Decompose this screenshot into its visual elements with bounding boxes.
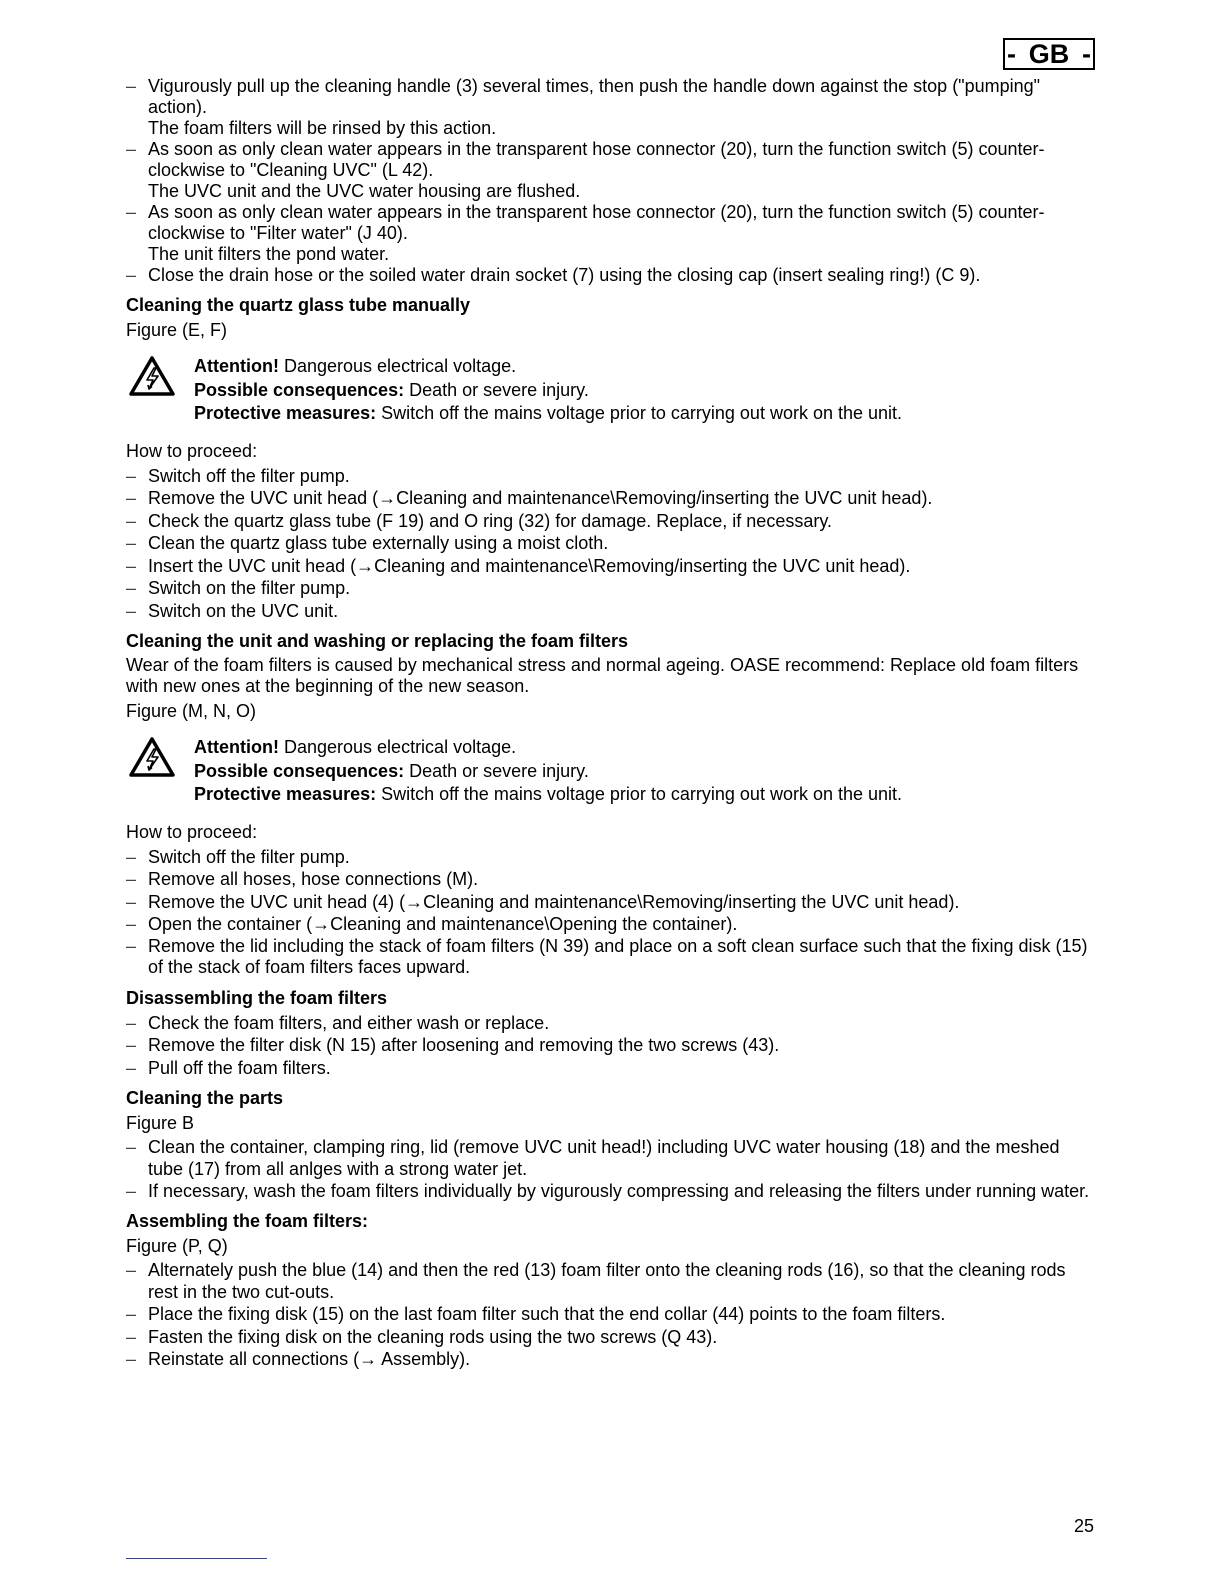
figure-reference: Figure (E, F) xyxy=(126,320,228,340)
list-item: – Clean the container, clamping ring, lid (remove UVC unit head!) including UVC water housing (18) and the meshed tube (17) from all anlges with a strong water jet. xyxy=(126,1136,1094,1180)
warning-measures-label: Protective measures: xyxy=(194,403,377,423)
list-item: – Remove the lid including the stack of foam filters (N 39) and place on a soft clean surface such that the fixing disk (15) of the stack of foam filters faces upward. xyxy=(126,936,1094,979)
warning-attention-text: Dangerous electrical voltage. xyxy=(278,737,517,757)
section-heading-foam: Cleaning the unit and washing or replacing the foam filters xyxy=(126,631,629,651)
warning-box xyxy=(128,736,1094,807)
figure-reference: Figure B xyxy=(126,1113,195,1133)
electrical-hazard-icon xyxy=(128,355,176,397)
list-item xyxy=(126,139,1094,202)
figure-reference: Figure (M, N, O) xyxy=(126,701,257,721)
list-item xyxy=(126,202,1094,265)
list-item: – Check the quartz glass tube (F 19) and O ring (32) for damage. Replace, if necessary. xyxy=(126,510,1094,533)
list-item: – Check the foam filters, and either wash or replace. xyxy=(126,1012,1094,1035)
section-heading-disassembling: Disassembling the foam filters xyxy=(126,987,388,1008)
step-text: As soon as only clean water appears in the transparent hose connector (20), turn the function switch (5) counter-clockwise to "Filter water" (J 40). xyxy=(148,202,1045,243)
warning-consequences-label: Possible consequences: xyxy=(194,760,405,781)
assembling-steps-list xyxy=(126,1260,1094,1371)
warning-attention-label: Attention! xyxy=(194,737,279,757)
list-item: – Insert the UVC unit head (→Cleaning and maintenance\Removing/inserting the UVC unit head). xyxy=(126,555,1094,578)
warning-consequences-text: Death or severe injury. xyxy=(404,760,589,781)
list-item: – Fasten the fixing disk on the cleaning rods using the two screws (Q 43). xyxy=(126,1326,1094,1349)
list-item: – Clean the quartz glass tube externally using a moist cloth. xyxy=(126,532,1094,555)
page-number: 25 xyxy=(1074,1516,1095,1536)
page-content xyxy=(126,76,1094,1371)
list-item: – Pull off the foam filters. xyxy=(126,1057,1094,1080)
warning-consequences-text: Death or severe injury. xyxy=(404,379,589,400)
list-item: – Reinstate all connections (→ Assembly). xyxy=(126,1348,1094,1371)
foam-steps-list xyxy=(126,846,1094,979)
language-tag-right-dash: - xyxy=(1082,39,1091,69)
list-item: – Place the fixing disk (15) on the last foam filter such that the end collar (44) points to the foam filters. xyxy=(126,1303,1094,1326)
electrical-hazard-icon xyxy=(128,736,176,778)
cleaning-parts-steps-list xyxy=(126,1136,1094,1202)
list-item: – Remove the UVC unit head (4) (→Cleaning and maintenance\Removing/inserting the UVC unit head). xyxy=(126,891,1094,914)
list-item xyxy=(126,76,1094,139)
figure-reference: Figure (P, Q) xyxy=(126,1236,228,1256)
step-text: Vigurously pull up the cleaning handle (3) several times, then push the handle down against the stop ("pumping" action). xyxy=(148,76,1041,117)
warning-consequences-label: Possible consequences: xyxy=(194,379,405,400)
warning-attention-label: Attention! xyxy=(194,356,279,376)
list-item: – Switch off the filter pump. xyxy=(126,465,1094,488)
flush-steps-list xyxy=(126,76,1094,286)
list-item xyxy=(126,265,1094,286)
warning-measures-text: Switch off the mains voltage prior to carrying out work on the unit. xyxy=(376,784,903,804)
warning-measures-label: Protective measures: xyxy=(194,784,377,804)
how-to-proceed: How to proceed: xyxy=(126,440,258,461)
warning-attention-text: Dangerous electrical voltage. xyxy=(278,356,517,376)
warning-measures-text: Switch off the mains voltage prior to carrying out work on the unit. xyxy=(376,403,903,423)
list-item: – Switch on the UVC unit. xyxy=(126,600,1094,623)
disassembling-steps-list xyxy=(126,1012,1094,1080)
list-item: – Remove the filter disk (N 15) after loosening and removing the two screws (43). xyxy=(126,1034,1094,1057)
how-to-proceed: How to proceed: xyxy=(126,821,258,842)
step-text: As soon as only clean water appears in the transparent hose connector (20), turn the function switch (5) counter-clockwise to "Cleaning UVC" (L 42). xyxy=(148,139,1045,180)
list-item: – Remove all hoses, hose connections (M). xyxy=(126,868,1094,891)
list-item: – Remove the UVC unit head (→Cleaning and maintenance\Removing/inserting the UVC unit head). xyxy=(126,487,1094,510)
warning-text xyxy=(194,355,902,426)
list-item: – If necessary, wash the foam filters individually by vigurously compressing and releasing the filters under running water. xyxy=(126,1180,1094,1202)
step-note: The unit filters the pond water. xyxy=(148,244,390,264)
list-item: – Alternately push the blue (14) and then the red (13) foam filter onto the cleaning rods (16), so that the cleaning rods rest in the two cut-outs. xyxy=(126,1260,1094,1303)
quartz-steps-list xyxy=(126,465,1094,623)
footnote-divider xyxy=(126,1558,267,1559)
list-item: – Switch on the filter pump. xyxy=(126,577,1094,600)
foam-intro: Wear of the foam filters is caused by mechanical stress and normal ageing. OASE recommend: Replace old foam filters with new ones at the beginning of the new season. xyxy=(126,655,1079,696)
section-heading-quartz: Cleaning the quartz glass tube manually xyxy=(126,295,471,315)
list-item: – Switch off the filter pump. xyxy=(126,846,1094,869)
warning-text xyxy=(194,736,902,807)
language-tag xyxy=(1003,38,1095,70)
section-heading-assembling: Assembling the foam filters: xyxy=(126,1211,369,1231)
step-text: Close the drain hose or the soiled water drain socket (7) using the closing cap (insert sealing ring!) (C 9). xyxy=(148,265,981,285)
step-note: The foam filters will be rinsed by this action. xyxy=(148,118,497,138)
language-tag-left-dash: - xyxy=(1007,39,1016,69)
list-item: – Open the container (→Cleaning and maintenance\Opening the container). xyxy=(126,913,1094,936)
warning-box xyxy=(128,355,1094,426)
language-tag-code: GB xyxy=(1028,39,1070,69)
step-note: The UVC unit and the UVC water housing are flushed. xyxy=(148,181,581,201)
section-heading-cleaning-parts: Cleaning the parts xyxy=(126,1088,284,1108)
